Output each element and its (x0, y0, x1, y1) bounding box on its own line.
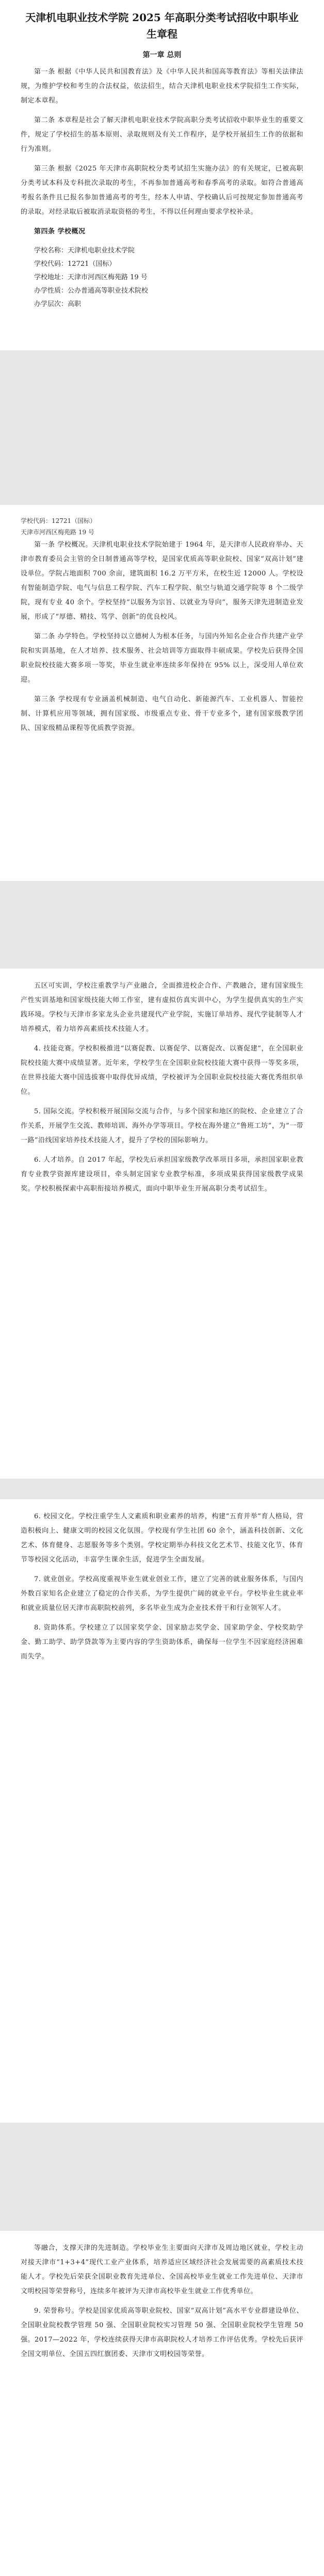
section-3-block (21, 1510, 303, 1669)
section-4-para-2: 9. 荣誉称号。学校是国家优质高等职业院校、国家“双高计划”高水平专业群建设单位、全国职业院校教学管理 50 强、全国职业院校实习管理 50 强、全国职业院校学生管理 50 强。2017—2022 年，学校连续获得天津市高职院校人才培养工作评估优秀。学校先后获评全国文明单位、全国五四红旗团委、天津市文明校园等荣誉。 (21, 2307, 303, 2358)
section-4-block (21, 2241, 303, 2367)
chapter-1-block (21, 49, 303, 311)
separator-band (0, 881, 324, 969)
separator-band (0, 1479, 324, 1499)
section-2-para-3: 5. 国际交流。学校积极开展国际交流与合作，与多个国家和地区的院校、企业建立了合作关系，开展学生交流、教师培训、海外办学等项目。学校在海外建立“鲁班工坊”，为“一带一路”沿线国家培养技术技能人才，提升了学校的国际影响力。 (21, 1108, 303, 1144)
school-name: 学校名称：天津机电职业技术学院 (34, 247, 135, 255)
intro-article-b: 第二条 办学特色。学校坚持以立德树人为根本任务，与国内外知名企业合作共建产业学院和实训基地，在人才培养、技术服务、社会培训等方面取得丰硕成果。学校先后获得全国职业院校技能大赛多项一等奖，毕业生就业率连续多年保持在 95% 以上，深受用人单位欢迎。 (21, 633, 303, 684)
intro-article-a: 第一条 学校概况。天津机电职业技术学院始建于 1964 年，是天津市人民政府举办、天津市教育委员会主管的全日制普通高等学校，是国家优质高等职业院校、国家“双高计划”建设单位。学院占地面积 700 余亩，建筑面积 16.2 万平方米，在校生近 12000 人。学校设有智能制造学院、电气与信息工程学院、汽车工程学院、航空与轨道交通学院等 8 个二级学院，现有专业 40 余个。学校坚持“以服务为宗旨、以就业为导向”，服务天津先进制造业发展，形成了“厚德、精技、笃学、创新”的优良校风。 (21, 541, 303, 621)
article-2: 第二条 本章程是社会了解天津机电职业技术学院高职分类考试招收中职毕业生的重要文件，规定了学校招生的基本原则、录取规则及有关工作程序，是学校开展招生工作的依据和行为准则。 (21, 116, 303, 153)
section-2-block (21, 979, 303, 1201)
section-4-para-1: 等融合，支撑天津的先进制造。学校毕业生主要面向天津市及周边地区就业，学校主动对接天津市“1+3+4”现代工业产业体系，培养适应区域经济社会发展需要的高素质技术技能人才。学校先后荣获全国职业教育先进单位、全国高校毕业生就业工作先进单位、天津市文明校园等荣誉称号，连续多年被评为天津市高校毕业生就业工作优秀单位。 (21, 2244, 303, 2295)
section-3-para-3: 8. 资助体系。学校建立了以国家奖学金、国家励志奖学金、国家助学金、学校奖助学金、勤工助学、助学贷款等为主要内容的学生资助体系，确保每一位学生不因家庭经济困难而失学。 (21, 1624, 303, 1660)
chapter-1-heading: 第一章 总则 (142, 51, 182, 59)
intro-code-line: 学校代码：12721（国标） (21, 517, 96, 524)
intro-block (21, 515, 303, 741)
school-level: 办学层次：高职 (34, 300, 82, 308)
section-2-para-1: 五区可实训，学校注重教学与产业融合，全面推进校企合作、产教融合，建有国家级生产性实训基地和国家级技能大师工作室，建有虚拟仿真实训中心，为学生提供真实的生产实践环境。学校与天津市多家龙头企业共建现代产业学院，实施订单培养、现代学徒制等人才培养模式，着力培养高素质技术技能人才。 (21, 982, 303, 1033)
intro-article-c: 第三条 学校现有专业涵盖机械制造、电气自动化、新能源汽车、工业机器人、智能控制、计算机应用等领域，拥有国家级、市级重点专业、骨干专业多个，建有国家级教学团队、国家级精品课程等优质教学资源。 (21, 696, 303, 732)
separator-band (0, 2123, 324, 2231)
article-1: 第一条 根据《中华人民共和国教育法》及《中华人民共和国高等教育法》等相关法律法规，为维护学校和考生的合法权益，依法招生，结合天津机电职业技术学院招生工作实际，制定本章程。 (21, 68, 303, 105)
school-address: 学校地址：天津市河西区梅苑路 19 号 (34, 274, 148, 281)
document-title: 天津机电职业技术学院 2025 年高职分类考试招收中职毕业生章程 (25, 11, 299, 40)
separator-band (0, 350, 324, 505)
intro-address-line: 天津市河西区梅苑路 19 号 (21, 529, 94, 536)
article-4: 第四条 学校概况 (34, 228, 86, 235)
school-type: 办学性质：公办普通高等职业技术院校 (34, 287, 149, 295)
section-3-para-2: 7. 就业创业。学校高度重视毕业生就业创业工作，建立了完善的就业服务体系，与国内外数百家知名企业建立了稳定的合作关系，为学生提供广阔的就业平台。学校毕业生就业率和就业质量位居天津市高职院校前列，多名毕业生成为企业技术骨干和行业领军人才。 (21, 1575, 303, 1612)
section-2-para-2: 4. 技能竞赛。学校积极推进“以赛促教、以赛促学、以赛促改、以赛促建”，在全国职业院校技能大赛中成绩显著。近年来，学校学生在全国职业院校技能大赛中获得一等奖多项，在世界技能大赛中国选拔赛中取得优异成绩，学校被评为全国职业院校技能大赛优秀组织单位。 (21, 1045, 303, 1096)
article-3: 第三条 根据《2025 年天津市高职院校分类考试招生实施办法》的有关规定，已被高职分类考试本科及专科批次录取的考生，不再参加普通高考和春季高考的录取。如符合普通高考报名条件且已报名参加普通高考的考生，经本人申请、学校确认后可按规定参加普通高考的录取。对经录取后被取消录取资格的考生，不得以任何理由要求学校补录。 (21, 165, 303, 216)
section-3-para-1: 6. 校园文化。学校注重学生人文素质和职业素养的培养，构建“五育并举”育人格局，营造积极向上、健康文明的校园文化氛围。学校现有学生社团 60 余个，涵盖科技创新、文化艺术、体育健身、志愿服务等多个类别。学校定期举办科技文化艺术节、技能文化节、体育节等校园文化活动，丰富学生课余生活，促进学生全面发展。 (21, 1513, 303, 1564)
section-2-para-4: 6. 人才培养。自 2017 年起，学校先后承担国家级教学改革项目多项，承担国家职业教育专业教学资源库建设项目，牵头制定国家专业教学标准，多项成果获得国家级教学成果奖。学校积极探索中高职衔接培养模式，面向中职毕业生开展高职分类考试招生。 (21, 1156, 303, 1193)
school-code: 学校代码：12721（国标） (34, 260, 116, 268)
